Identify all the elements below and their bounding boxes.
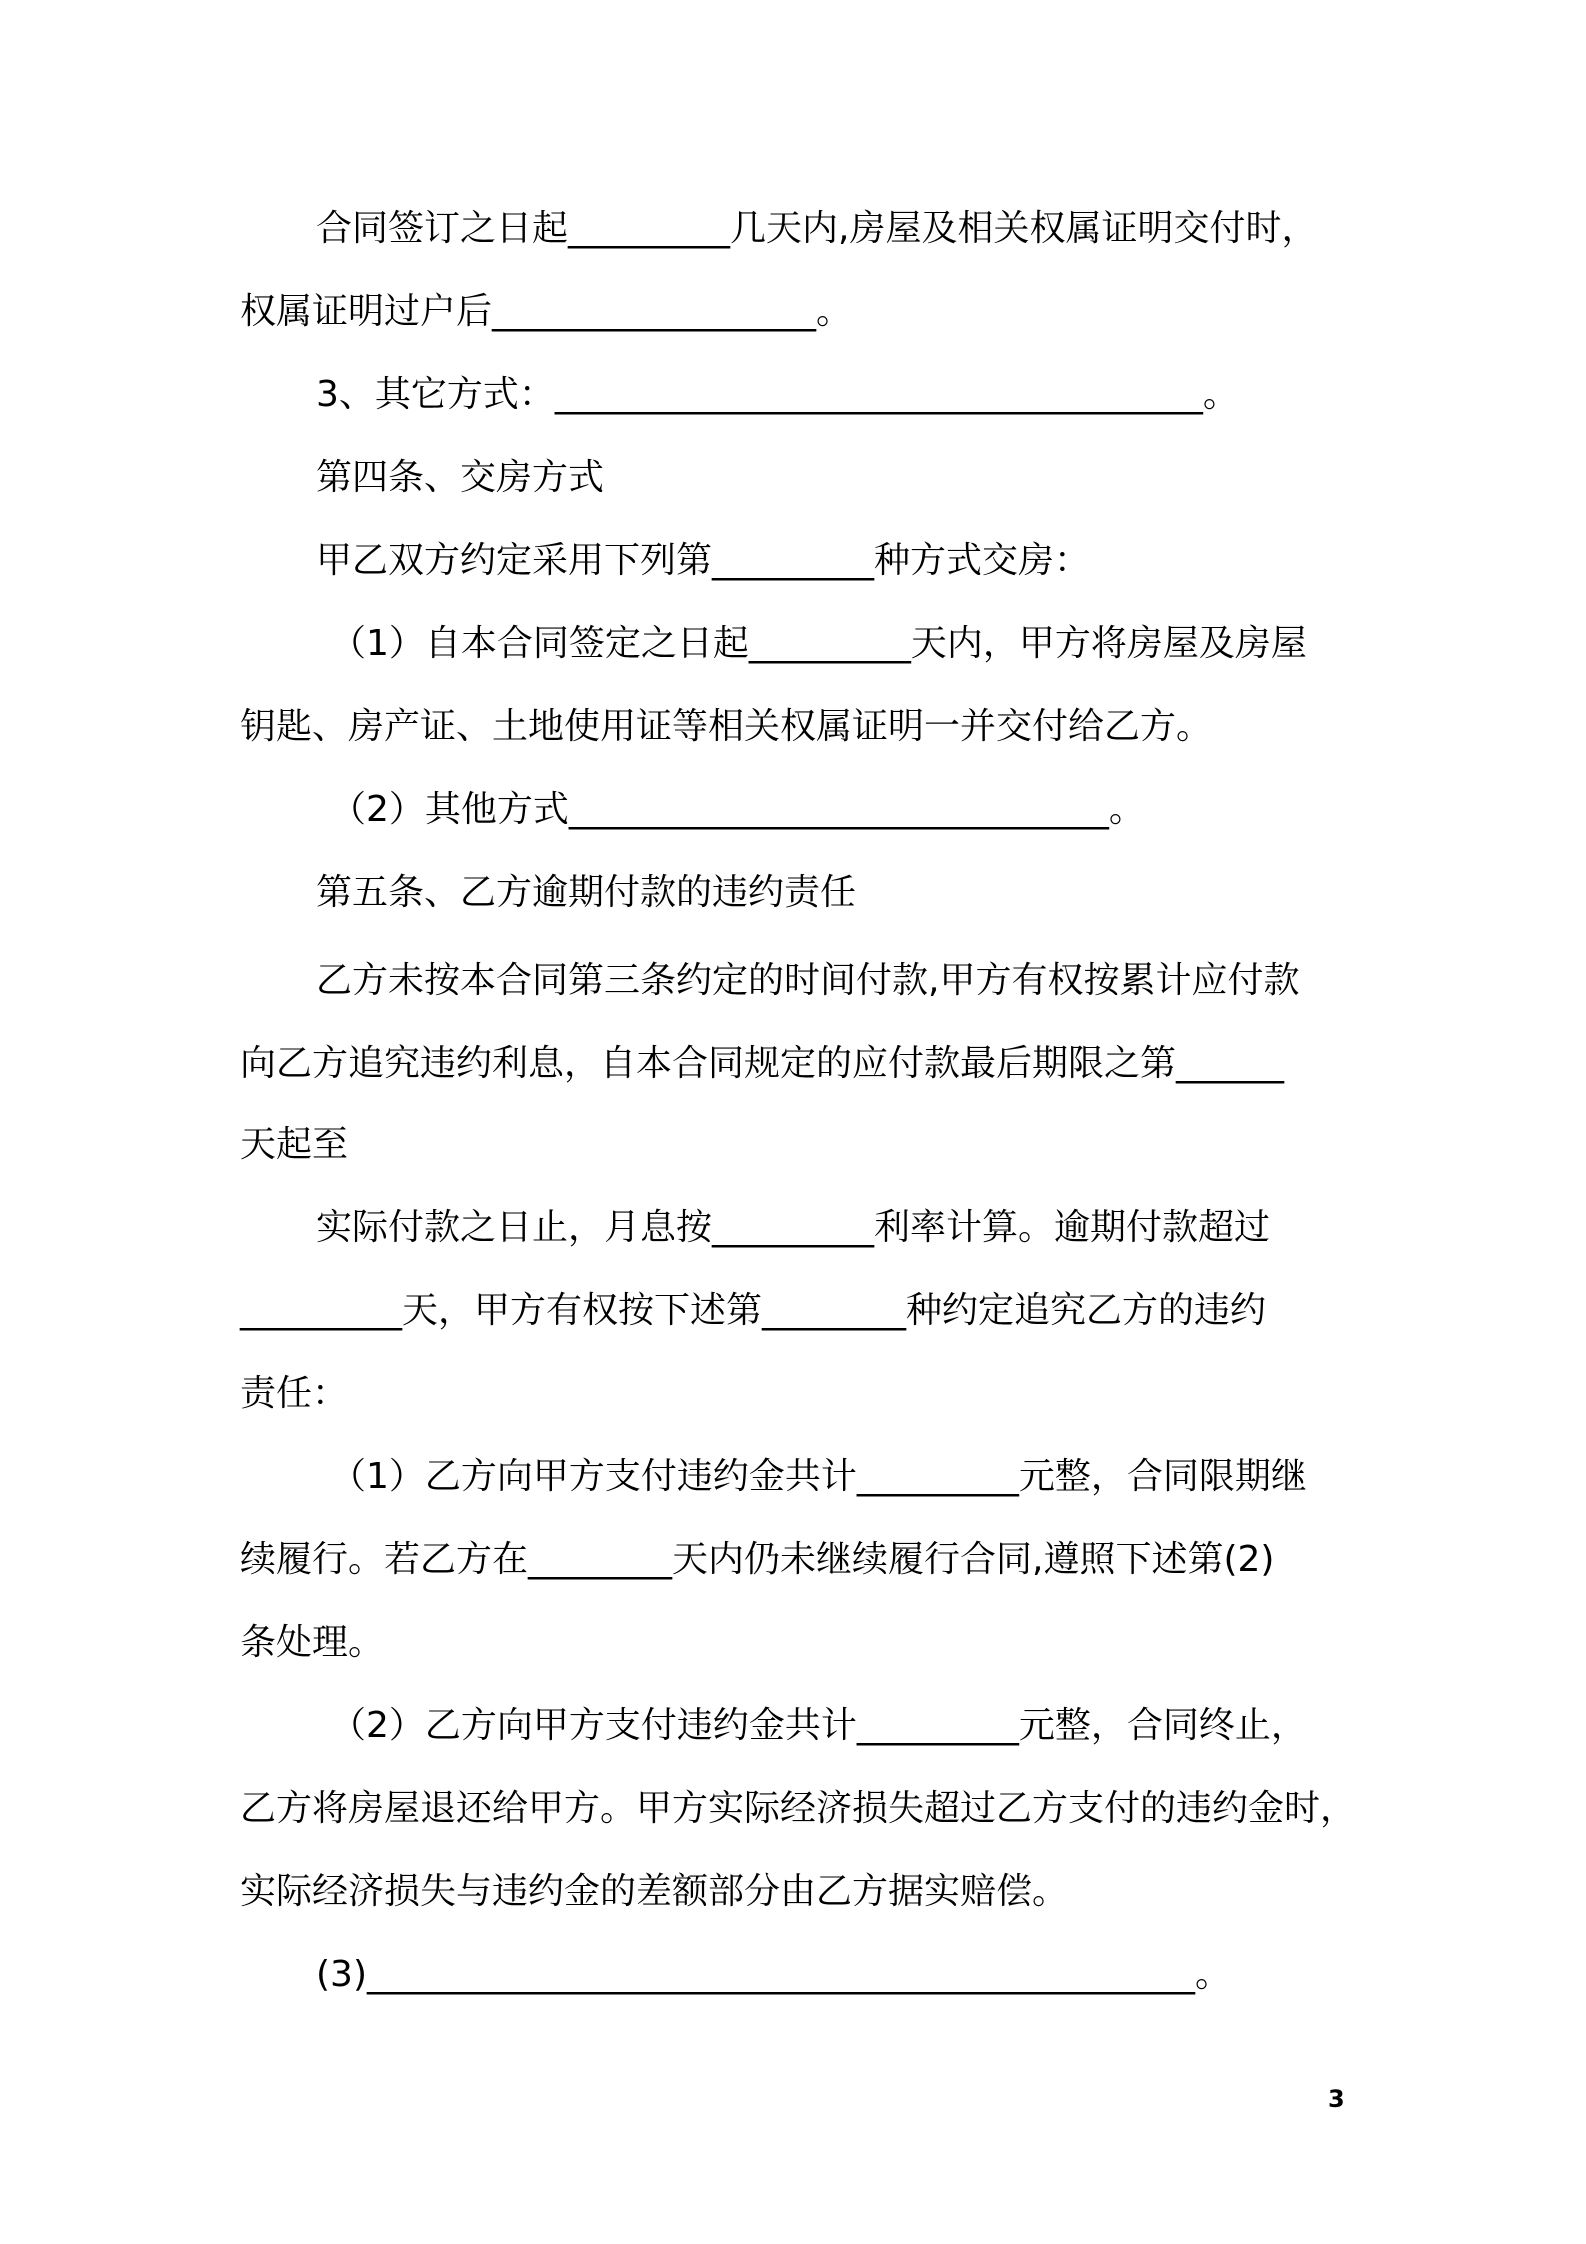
text-line: 甲乙双方约定采用下列第_________种方式交房： xyxy=(316,540,1091,581)
text-line: （1）自本合同签定之日起_________天内，甲方将房屋及房屋 xyxy=(330,623,1307,664)
text-line: 实际付款之日止，月息按_________利率计算。逾期付款超过 xyxy=(316,1207,1271,1248)
text-line: 3、其它方式：____________________________________。 xyxy=(316,374,1239,415)
text-line: 续履行。若乙方在________天内仍未继续履行合同,遵照下述第(2) xyxy=(240,1539,1275,1580)
text-line: 钥匙、房产证、土地使用证等相关权属证明一并交付给乙方。 xyxy=(240,706,1213,747)
text-line: 乙方将房屋退还给甲方。甲方实际经济损失超过乙方支付的违约金时， xyxy=(240,1788,1357,1829)
text-line: 乙方未按本合同第三条约定的时间付款,甲方有权按累计应付款 xyxy=(316,960,1300,1001)
section-heading: 第五条、乙方逾期付款的违约责任 xyxy=(316,872,857,913)
text-line: 责任： xyxy=(240,1373,349,1414)
text-line: 条处理。 xyxy=(240,1622,385,1663)
text-line: （2）乙方向甲方支付违约金共计_________元整，合同终止， xyxy=(330,1705,1307,1746)
text-line: 合同签订之日起_________几天内,房屋及相关权属证明交付时， xyxy=(316,208,1318,249)
page-number: 3 xyxy=(1328,2085,1345,2113)
text-line: 天起至 xyxy=(240,1124,349,1165)
text-line: _________天，甲方有权按下述第________种约定追究乙方的违约 xyxy=(240,1290,1267,1331)
text-line: （2）其他方式______________________________。 xyxy=(330,789,1145,830)
text-line: 实际经济损失与违约金的差额部分由乙方据实赔偿。 xyxy=(240,1871,1069,1912)
text-line: （1）乙方向甲方支付违约金共计_________元整，合同限期继 xyxy=(330,1456,1307,1497)
text-line: 向乙方追究违约利息，自本合同规定的应付款最后期限之第______ xyxy=(240,1043,1285,1084)
text-line: 权属证明过户后__________________。 xyxy=(240,291,853,332)
text-line: (3)______________________________________________。 xyxy=(316,1954,1231,1995)
section-heading: 第四条、交房方式 xyxy=(316,457,605,498)
